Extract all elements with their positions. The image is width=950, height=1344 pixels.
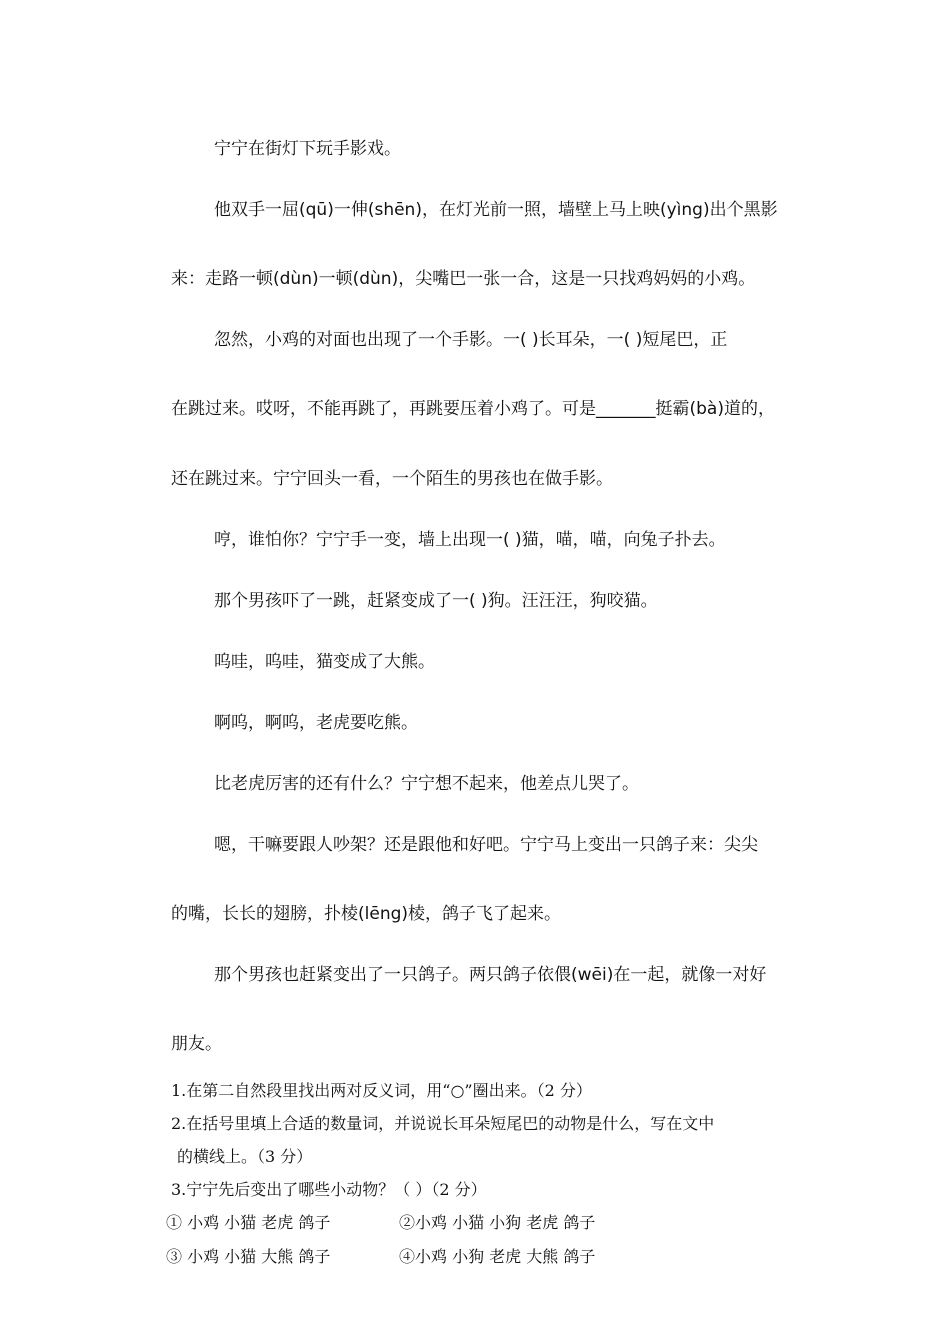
- paragraph-line: 宁宁在街灯下玩手影戏。: [214, 139, 401, 159]
- paragraph-line: 在跳过来。哎呀，不能再跳了，再跳要压着小鸡了。可是_______挺霸(bà)道的，: [171, 399, 775, 419]
- question-2: 2.在括号里填上合适的数量词，并说说长耳朵短尾巴的动物是什么，写在文中: [171, 1114, 715, 1133]
- paragraph-line: 忽然，小鸡的对面也出现了一个手影。一( )长耳朵，一( )短尾巴，正: [214, 330, 728, 350]
- paragraph-line: 他双手一屈(qū)一伸(shēn)，在灯光前一照，墙壁上马上映(yìng)出个黑影: [214, 200, 778, 220]
- paragraph-line: 的嘴，长长的翅膀，扑棱(lēng)棱，鸽子飞了起来。: [171, 904, 562, 924]
- option-4: ④小鸡 小狗 老虎 大熊 鸽子: [399, 1247, 596, 1266]
- option-2: ②小鸡 小猫 小狗 老虎 鸽子: [399, 1213, 596, 1232]
- question-3: 3.宁宁先后变出了哪些小动物？（ ）（2 分）: [171, 1180, 487, 1199]
- paragraph-line: 那个男孩吓了一跳，赶紧变成了一( )狗。汪汪汪，狗咬猫。: [214, 591, 658, 611]
- paragraph-line: 嗯，干嘛要跟人吵架？还是跟他和好吧。宁宁马上变出一只鸽子来：尖尖: [214, 835, 758, 855]
- question-1: 1.在第二自然段里找出两对反义词，用“○”圈出来。（2 分）: [171, 1081, 592, 1100]
- option-3: ③ 小鸡 小猫 大熊 鸽子: [166, 1247, 331, 1266]
- option-1: ① 小鸡 小猫 老虎 鸽子: [166, 1213, 331, 1232]
- paragraph-line: 呜哇，呜哇，猫变成了大熊。: [214, 652, 435, 672]
- question-2-continued: 的横线上。（3 分）: [177, 1147, 313, 1166]
- paragraph-line: 来：走路一顿(dùn)一顿(dùn)，尖嘴巴一张一合，这是一只找鸡妈妈的小鸡。: [171, 269, 756, 289]
- paragraph-line: 啊呜，啊呜，老虎要吃熊。: [214, 713, 418, 733]
- paragraph-line: 那个男孩也赶紧变出了一只鸽子。两只鸽子依偎(wēi)在一起，就像一对好: [214, 965, 767, 985]
- paragraph-line: 比老虎厉害的还有什么？宁宁想不起来，他差点儿哭了。: [214, 774, 639, 794]
- paragraph-line: 哼，谁怕你？宁宁手一变，墙上出现一( )猫，喵，喵，向兔子扑去。: [214, 530, 726, 550]
- paragraph-line: 朋友。: [171, 1034, 222, 1054]
- paragraph-line: 还在跳过来。宁宁回头一看，一个陌生的男孩也在做手影。: [171, 469, 613, 489]
